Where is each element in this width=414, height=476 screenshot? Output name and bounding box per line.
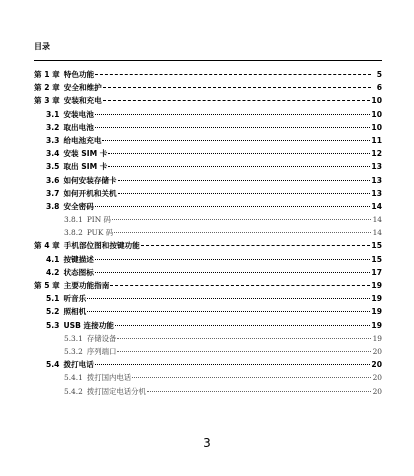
toc-leader-dots [95, 364, 371, 365]
toc-entry-title: 安全和维护 [63, 83, 102, 93]
toc-entry-label [46, 147, 107, 160]
toc-entry-title: 如何开机和关机 [63, 188, 117, 198]
toc-entry[interactable] [34, 358, 382, 371]
toc-entry-page: 13 [371, 175, 382, 185]
toc-entry-title: 安装 SIM 卡 [63, 149, 108, 159]
toc-entry-title: 特色功能 [63, 70, 95, 79]
toc-entry-title: 状态图标 [63, 267, 94, 277]
toc-entry-label [46, 319, 114, 332]
toc-entry[interactable] [34, 371, 382, 384]
toc-entry-page: 19 [371, 294, 382, 304]
toc-leader-dots [95, 206, 371, 207]
toc-entry-page: 14 [372, 228, 382, 238]
page-title: 目录 [34, 42, 50, 51]
toc-entry-page: 20 [372, 373, 382, 383]
toc-entry-number: 3.8 [46, 201, 60, 211]
toc-entry-page: 13 [371, 162, 382, 172]
toc-leader-dots [95, 259, 371, 260]
toc-entry[interactable] [34, 108, 382, 121]
toc-entry-title: 拨打固定电话分机 [86, 386, 146, 396]
toc-leader-dots [118, 193, 371, 194]
toc-entry-label [34, 239, 140, 252]
toc-leader-dots [103, 100, 371, 101]
toc-entry-page: 13 [371, 188, 382, 198]
toc-leader-dots [110, 285, 370, 286]
toc-entry-number: 5.1 [46, 294, 60, 304]
toc-leader-dots [117, 351, 371, 352]
page-number: 3 [203, 436, 211, 450]
toc-entry-title: 取出电池 [63, 122, 94, 132]
toc-entry[interactable] [34, 319, 382, 332]
toc-entry-label [46, 160, 107, 173]
toc-leader-dots [103, 87, 371, 88]
toc-entry-number: 4.1 [46, 254, 60, 264]
toc-entry-label [64, 385, 146, 398]
toc-entry-title: 取出 SIM 卡 [63, 162, 108, 172]
toc-entry-number: 5.3 [46, 320, 60, 330]
toc-entry-number: 第 4 章 [34, 241, 60, 251]
toc-entry-page: 12 [371, 149, 382, 159]
toc-entry[interactable] [34, 279, 382, 292]
toc-entry[interactable] [34, 292, 382, 305]
toc-entry-title: PIN 码 [86, 215, 111, 225]
toc-entry[interactable] [34, 332, 382, 345]
toc-leader-dots [117, 338, 371, 339]
toc-entry-label [64, 371, 131, 384]
toc-entry[interactable] [34, 200, 382, 213]
toc-entry-page: 14 [371, 201, 382, 211]
toc-leader-dots [118, 180, 371, 181]
toc-entry[interactable] [34, 68, 382, 81]
toc-entry[interactable] [34, 226, 382, 239]
toc-entry-page: 11 [371, 135, 382, 145]
toc-entry[interactable] [34, 345, 382, 358]
toc-entry-number: 3.6 [46, 175, 60, 185]
toc-leader-dots [114, 232, 371, 233]
toc-entry-label [46, 134, 101, 147]
toc-entry-title: 照相机 [63, 307, 87, 317]
toc-entry[interactable] [34, 121, 382, 134]
title-divider [34, 60, 382, 61]
toc-entry-page: 10 [371, 96, 382, 106]
toc-entry-label [34, 68, 94, 81]
toc-entry-number: 5.4 [46, 360, 60, 370]
toc-entry-page: 15 [371, 241, 382, 251]
toc-entry-page: 10 [371, 109, 382, 119]
toc-entry-page: 20 [372, 346, 382, 356]
toc-entry-number: 第 5 章 [34, 281, 60, 290]
toc-entry-number: 5.3.1 [64, 333, 83, 343]
toc-entry-page: 20 [372, 386, 382, 396]
toc-entry-page: 14 [372, 215, 382, 225]
toc-entry-title: 听音乐 [63, 294, 87, 304]
toc-leader-dots [108, 153, 370, 154]
toc-entry-label [64, 345, 116, 358]
toc-entry-number: 3.7 [46, 188, 60, 198]
toc-entry-label [46, 121, 94, 134]
toc-entry-number: 5.3.2 [64, 346, 83, 356]
toc-entry-page: 19 [372, 333, 382, 343]
toc-entry-label [46, 266, 94, 279]
toc-leader-dots [112, 219, 371, 220]
toc-entry-number: 3.1 [46, 109, 60, 119]
toc-entry-title: 存储设备 [86, 333, 117, 343]
toc-entry-number: 第 1 章 [34, 70, 60, 79]
toc-entry[interactable] [34, 385, 382, 398]
toc-entry-label [64, 213, 111, 226]
toc-entry-page: 19 [371, 320, 382, 330]
toc-entry-title: 安装和充电 [63, 96, 102, 106]
toc-entry[interactable] [34, 305, 382, 318]
toc-entry-number: 5.4.2 [64, 386, 83, 396]
toc-entry-page: 17 [371, 267, 382, 277]
toc-entry-page: 19 [371, 281, 382, 290]
toc-entry-label [46, 200, 94, 213]
toc-entry-page: 6 [376, 83, 382, 93]
toc-entry-title: 安装电池 [63, 109, 94, 119]
toc-entry[interactable] [34, 253, 382, 266]
toc-entry-label [46, 305, 86, 318]
toc-entry-label [64, 226, 113, 239]
toc-entry[interactable] [34, 81, 382, 94]
toc-entry-title: 序列端口 [86, 346, 117, 356]
toc-entry-label [46, 292, 86, 305]
toc-entry[interactable] [34, 160, 382, 173]
toc-entry-title: 给电池充电 [63, 135, 102, 145]
toc-entry[interactable] [34, 134, 382, 147]
toc-entry-label [64, 332, 116, 345]
toc-entry-title: 如何安装存储卡 [63, 175, 117, 185]
toc-entry[interactable] [34, 147, 382, 160]
toc-entry-page: 5 [376, 70, 382, 79]
toc-leader-dots [87, 311, 370, 312]
toc-entry-number: 3.3 [46, 135, 60, 145]
toc-entry-page: 15 [371, 254, 382, 264]
toc-leader-dots [87, 298, 370, 299]
toc-entry-number: 第 2 章 [34, 83, 60, 93]
toc-entry[interactable] [34, 266, 382, 279]
toc-leader-dots [141, 245, 371, 246]
toc-entry[interactable] [34, 94, 382, 107]
toc-leader-dots [95, 114, 371, 115]
toc-entry-number: 3.8.2 [64, 228, 83, 238]
toc-entry-title: 手机部位图和按键功能 [63, 241, 140, 251]
toc-entry-page: 10 [371, 122, 382, 132]
table-of-contents [34, 68, 382, 398]
toc-leader-dots [108, 166, 370, 167]
toc-entry-title: USB 连接功能 [63, 320, 114, 330]
toc-entry-title: 拨打国内电话 [86, 373, 132, 383]
toc-entry-number: 3.8.1 [64, 215, 83, 225]
toc-entry[interactable] [34, 239, 382, 252]
toc-entry-label [46, 187, 117, 200]
toc-entry-label [46, 358, 94, 371]
toc-leader-dots [147, 391, 371, 392]
toc-entry-label [34, 279, 109, 292]
toc-entry-number: 3.2 [46, 122, 60, 132]
toc-entry-title: 按键描述 [63, 254, 94, 264]
toc-entry-page: 20 [371, 360, 382, 370]
toc-entry-title: 主要功能指南 [63, 281, 110, 290]
toc-entry-label [34, 94, 102, 107]
toc-leader-dots [115, 325, 371, 326]
toc-entry[interactable] [34, 187, 382, 200]
toc-entry-number: 4.2 [46, 267, 60, 277]
toc-entry-number: 第 3 章 [34, 96, 60, 106]
toc-leader-dots [95, 127, 371, 128]
toc-leader-dots [95, 74, 371, 75]
toc-entry-title: 安全密码 [63, 201, 94, 211]
toc-entry-label [46, 108, 94, 121]
toc-entry-title: PUK 码 [86, 228, 114, 238]
toc-entry-label [46, 174, 117, 187]
toc-entry-label [34, 81, 102, 94]
toc-entry-number: 5.4.1 [64, 373, 83, 383]
toc-entry-page: 19 [371, 307, 382, 317]
toc-entry-label [46, 253, 94, 266]
toc-entry-number: 5.2 [46, 307, 60, 317]
toc-leader-dots [95, 272, 371, 273]
toc-leader-dots [102, 140, 370, 141]
toc-entry-title: 拨打电话 [63, 360, 94, 370]
toc-entry[interactable] [34, 174, 382, 187]
toc-leader-dots [132, 377, 371, 378]
toc-entry-number: 3.5 [46, 162, 60, 172]
toc-entry-number: 3.4 [46, 149, 60, 159]
toc-entry[interactable] [34, 213, 382, 226]
